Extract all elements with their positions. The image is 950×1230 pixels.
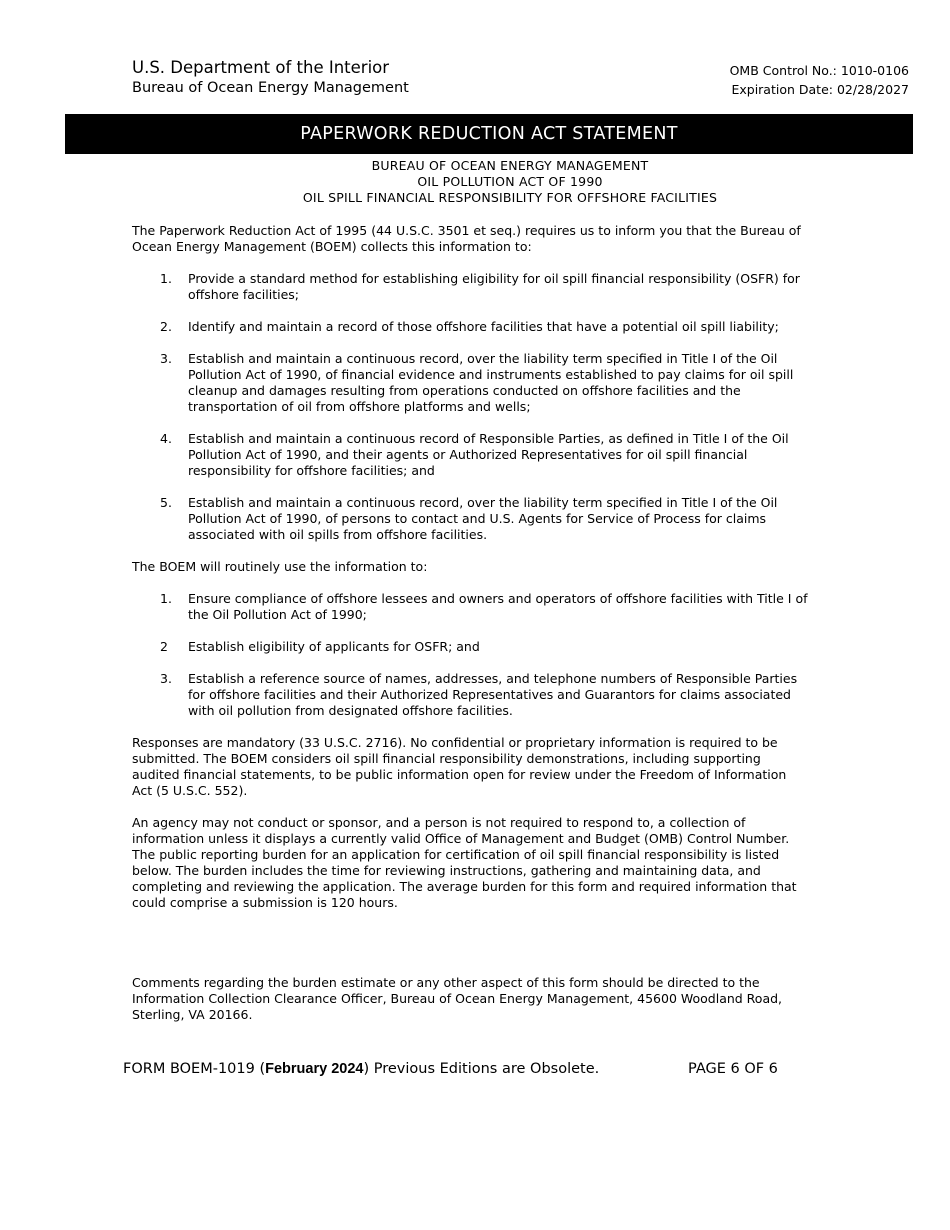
list-number: 1. <box>160 271 172 286</box>
list-number: 4. <box>160 431 172 446</box>
expiration-date: Expiration Date: 02/28/2027 <box>731 82 909 97</box>
subtitle-line: BUREAU OF OCEAN ENERGY MANAGEMENT <box>371 158 649 173</box>
use-intro-paragraph: The BOEM will routinely use the information to: <box>132 559 428 574</box>
subtitle-line: OIL SPILL FINANCIAL RESPONSIBILITY FOR OFFSHORE FACILITIES <box>302 190 718 205</box>
list-number: 3. <box>160 671 172 686</box>
subtitle-line: OIL POLLUTION ACT OF 1990 <box>417 174 603 189</box>
blank-space <box>132 927 810 975</box>
list-text: Establish and maintain a continuous record, over the liability term specified in Title I of the Oil Pollution Act of 1990, of financial evidence and instruments established to pay claims for oil spill cleanup and damages resulting from operations conducted on offshore facilities and the transportation of oil from offshore platforms and wells; <box>188 351 794 414</box>
agency-header <box>132 58 409 98</box>
list-item <box>132 671 810 719</box>
list-text: Establish a reference source of names, addresses, and telephone numbers of Responsible Parties for offshore facilities and their Authorized Representatives and Guarantors for claims associated with oil pollution from designated offshore facilities. <box>188 671 798 718</box>
burden-paragraph: An agency may not conduct or sponsor, and a person is not required to respond to, a collection of information unless it displays a currently valid Office of Management and Budget (OMB) Control Number. The public reporting burden for an application for certification of oil spill financial responsibility is listed below. The burden includes the time for reviewing instructions, gathering and maintaining data, and completing and reviewing the application. The average burden for this form and required information that could comprise a submission is 120 hours. <box>132 815 797 910</box>
list-item <box>132 431 810 479</box>
list-item <box>132 591 810 623</box>
statement-body <box>132 223 810 1039</box>
list-item <box>132 351 810 415</box>
list-item <box>132 319 810 335</box>
department-name: U.S. Department of the Interior <box>132 58 390 77</box>
comments-paragraph: Comments regarding the burden estimate or any other aspect of this form should be directed to the Information Collection Clearance Officer, Bureau of Ocean Energy Management, 45600 Woodland Road, Sterling, VA 20166. <box>132 975 783 1022</box>
list-number: 2 <box>160 639 168 654</box>
page-number: PAGE 6 OF 6 <box>688 1061 778 1077</box>
form-revision-date: February 2024 <box>265 1061 364 1077</box>
list-number: 2. <box>160 319 172 334</box>
list-item <box>132 495 810 543</box>
form-footer <box>123 1061 599 1077</box>
list-text: Ensure compliance of offshore lessees and owners and operators of offshore facilities with Title I of the Oil Pollution Act of 1990; <box>188 591 808 622</box>
document-subtitle <box>0 158 950 206</box>
form-id-prefix: FORM BOEM-1019 ( <box>123 1061 266 1077</box>
collection-purpose-list <box>132 271 810 543</box>
intro-paragraph: The Paperwork Reduction Act of 1995 (44 U.S.C. 3501 et seq.) requires us to inform you that the Bureau of Ocean Energy Management (BOEM) collects this information to: <box>132 223 801 254</box>
list-number: 3. <box>160 351 172 366</box>
list-number: 1. <box>160 591 172 606</box>
list-text: Provide a standard method for establishing eligibility for oil spill financial responsibility (OSFR) for offshore facilities; <box>188 271 800 302</box>
list-text: Identify and maintain a record of those offshore facilities that have a potential oil spill liability; <box>188 319 779 334</box>
list-text: Establish and maintain a continuous record, over the liability term specified in Title I of the Oil Pollution Act of 1990, of persons to contact and U.S. Agents for Service of Process for claims associated with oil spills from offshore facilities. <box>188 495 778 542</box>
bureau-name: Bureau of Ocean Energy Management <box>132 80 409 96</box>
omb-control-number: OMB Control No.: 1010-0106 <box>729 63 909 78</box>
statement-title-banner: PAPERWORK REDUCTION ACT STATEMENT <box>65 114 913 154</box>
list-text: Establish and maintain a continuous record of Responsible Parties, as defined in Title I of the Oil Pollution Act of 1990, and their agents or Authorized Representatives for oil spill financial responsibility for offshore facilities; and <box>188 431 789 478</box>
list-text: Establish eligibility of applicants for OSFR; and <box>188 639 480 654</box>
list-item <box>132 639 810 655</box>
information-use-list <box>132 591 810 719</box>
responses-paragraph: Responses are mandatory (33 U.S.C. 2716). No confidential or proprietary information is required to be submitted. The BOEM considers oil spill financial responsibility demonstrations, including supporting audited financial statements, to be public information open for review under the Freedom of Information Act (5 U.S.C. 552). <box>132 735 787 798</box>
list-number: 5. <box>160 495 172 510</box>
list-item <box>132 271 810 303</box>
omb-info <box>730 61 909 99</box>
form-id-suffix: ) Previous Editions are Obsolete. <box>363 1061 600 1077</box>
